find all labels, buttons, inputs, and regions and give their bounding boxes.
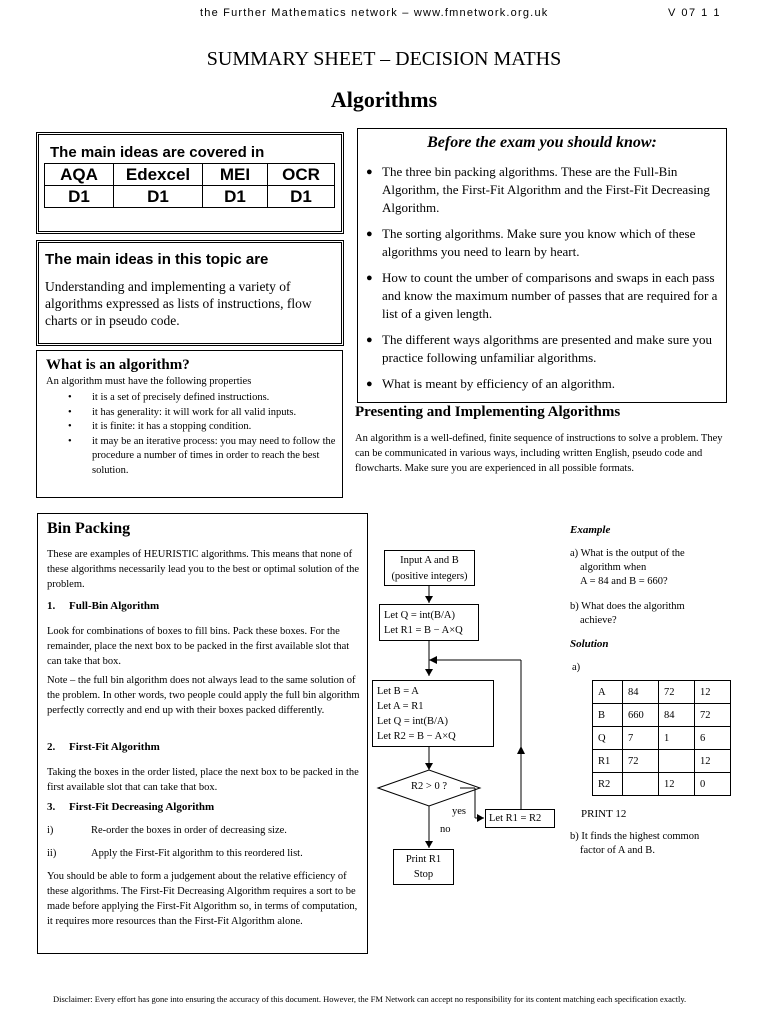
question-a (570, 547, 685, 589)
table-row (593, 704, 731, 727)
print-output: PRINT 12 (581, 808, 627, 820)
bin-packing-heading: Bin Packing (47, 520, 131, 537)
algorithm-intro: An algorithm must have the following properties (46, 376, 252, 387)
table-cell: 0 (695, 773, 731, 796)
flow-text: Let R1 = B − A×Q (384, 625, 463, 636)
flow-init-box (379, 604, 479, 641)
step-text: Re-order the boxes in order of decreasing size. (91, 825, 287, 836)
question-b (570, 600, 685, 628)
section-title: First-Fit Decreasing Algorithm (69, 801, 215, 813)
list-item-text: it may be an iterative process: you may need to follow the procedure a number of times in order to reach the best solution. (92, 435, 336, 476)
board-name: AQA (45, 164, 114, 186)
bullet-icon: ● (366, 166, 373, 178)
answer-b (570, 830, 699, 858)
list-item-text: The different ways algorithms are presented and make sure you practice following unfamiliar algorithms. (382, 332, 713, 365)
table-row (593, 727, 731, 750)
bullet-icon: ● (366, 228, 373, 240)
board-name: OCR (268, 164, 335, 186)
list-item-text: The three bin packing algorithms. These are the Full-Bin Algorithm, the First-Fit Algorithm and the First-Fit Decreasing Algorithm. (382, 164, 710, 215)
list-item-text: What is meant by efficiency of an algorithm. (382, 376, 615, 391)
flow-yes-label: yes (452, 806, 466, 817)
table-cell: A (593, 681, 623, 704)
table-cell: 72 (695, 704, 731, 727)
question-text: achieve? (580, 615, 617, 626)
table-cell: 12 (695, 681, 731, 704)
board-module: D1 (45, 186, 114, 208)
step-text: Apply the First-Fit algorithm to this reordered list. (91, 848, 303, 859)
flow-text: Let A = R1 (377, 701, 424, 712)
table-cell: 6 (695, 727, 731, 750)
table-cell: R1 (593, 750, 623, 773)
answer-text: factor of A and B. (580, 845, 655, 856)
disclaimer: Disclaimer: Every effort has gone into ensuring the accuracy of this document. However, the FM Network can accept no responsibility for its content matching each specification exactly. (53, 994, 687, 1004)
flow-text: Let Q = int(B/A) (384, 610, 455, 621)
list-item-text: it is finite: it has a stopping condition. (92, 421, 252, 432)
bin-intro: These are examples of HEURISTIC algorithms. This means that none of these algorithms necessarily lead you to the best or optimal solution of the problem. (47, 549, 360, 590)
full-bin-note: Note – the full bin algorithm does not always lead to the same solution of the problem. In other words, two people could apply the full bin algorithm perfectly correctly and end up with their boxes packed differently. (47, 675, 360, 716)
table-cell: 7 (623, 727, 659, 750)
table-cell: 660 (623, 704, 659, 727)
table-cell: R2 (593, 773, 623, 796)
table-cell (659, 750, 695, 773)
flow-text: Input A and B (400, 555, 459, 566)
table-row (593, 750, 731, 773)
question-text: algorithm when (580, 562, 647, 573)
step-number: i) (47, 825, 54, 836)
bin-conclusion: You should be able to form a judgement about the relative efficiency of these algorithms. The First-Fit Decreasing Algorithm requires a sort to be made before applying the First-Fit Algorithm so, in terms of computation, it requires more resources than the First-Fit Algorithm alone. (47, 871, 358, 927)
trace-table (592, 680, 731, 796)
board-name: Edexcel (114, 164, 203, 186)
table-cell (623, 773, 659, 796)
flow-no-label: no (440, 824, 451, 835)
table-row (593, 681, 731, 704)
question-text: A = 84 and B = 660? (580, 576, 668, 587)
list-item-text: How to count the umber of comparisons and swaps in each pass and know the maximum number of passes that are required for a list of a given length. (382, 270, 718, 321)
table-cell: 12 (659, 773, 695, 796)
bullet-icon: • (68, 406, 72, 418)
table-cell: 84 (659, 704, 695, 727)
header-site: the Further Mathematics network – www.fmnetwork.org.uk (200, 7, 549, 19)
question-text: b) What does the algorithm (570, 601, 685, 612)
flow-text: Print R1 (405, 854, 442, 865)
bullet-icon: • (68, 392, 72, 403)
section-number: 3. (47, 801, 56, 813)
table-cell: 84 (623, 681, 659, 704)
section-title: Full-Bin Algorithm (69, 600, 160, 612)
table-cell: 72 (659, 681, 695, 704)
flow-text: Stop (413, 869, 434, 880)
flow-text: Let Q = int(B/A) (377, 716, 448, 727)
question-text: a) What is the output of the (570, 548, 685, 559)
table-cell: 1 (659, 727, 695, 750)
section-number: 1. (47, 600, 56, 612)
presenting-text: An algorithm is a well-defined, finite sequence of instructions to solve a problem. They can be communicated in various ways, including written English, pseudo code and flowcharts. Make sure you are experienced in all possible formats. (355, 433, 723, 474)
ideas-text: Understanding and implementing a variety of algorithms expressed as lists of instructions, flow charts or in pseudo code. (45, 279, 312, 328)
solution-heading: Solution (570, 638, 609, 650)
bullet-icon: ● (366, 378, 373, 390)
header-version: V 07 1 1 (668, 7, 721, 19)
bullet-icon: ● (366, 272, 373, 284)
bullet-icon: • (68, 435, 72, 447)
table-cell: 12 (695, 750, 731, 773)
step-number: ii) (47, 848, 57, 859)
topic-title: Algorithms (330, 87, 438, 112)
solution-part-a: a) (572, 662, 581, 673)
list-item-text: it has generality: it will work for all valid inputs. (92, 406, 297, 418)
list-item-text: it is a set of precisely defined instructions. (92, 392, 270, 403)
sheet-title: SUMMARY SHEET – DECISION MATHS (206, 48, 562, 70)
answer-text: b) It finds the highest common (570, 831, 700, 842)
flow-text: (positive integers) (391, 571, 468, 582)
bullet-icon: ● (366, 334, 373, 346)
algorithm-heading: What is an algorithm? (46, 357, 190, 373)
board-name: MEI (203, 164, 268, 186)
ideas-heading: The main ideas in this topic are (45, 251, 269, 268)
flow-text: Let R2 = B − A×Q (377, 731, 456, 742)
presenting-heading: Presenting and Implementing Algorithms (355, 404, 621, 420)
flow-decision-label: R2 > 0 ? (411, 781, 447, 792)
table-cell: Q (593, 727, 623, 750)
table-row (593, 773, 731, 796)
board-module: D1 (114, 186, 203, 208)
flow-input-box (384, 550, 475, 586)
flow-text: Let B = A (377, 686, 419, 697)
flow-loop-box (372, 680, 494, 747)
boards-heading: The main ideas are covered in (50, 144, 265, 161)
exam-heading: Before the exam you should know: (427, 134, 657, 151)
section-number: 2. (47, 741, 56, 753)
list-item-text: The sorting algorithms. Make sure you know which of these algorithms you need to learn by heart. (382, 226, 696, 259)
table-cell: 72 (623, 750, 659, 773)
board-module: D1 (268, 186, 335, 208)
full-bin-text: Look for combinations of boxes to fill bins. Pack these boxes. For the remainder, place the next box to be packed in the first available slot that can take that box. (47, 626, 350, 667)
flow-output-box (393, 849, 454, 885)
example-heading: Example (570, 524, 611, 536)
flow-assign-box: Let R1 = R2 (485, 809, 555, 828)
board-module: D1 (203, 186, 268, 208)
bullet-icon: • (68, 421, 72, 432)
table-cell: B (593, 704, 623, 727)
section-title: First-Fit Algorithm (69, 741, 160, 753)
first-fit-text: Taking the boxes in the order listed, place the next box to be packed in the first available slot that can take that box. (47, 767, 359, 793)
